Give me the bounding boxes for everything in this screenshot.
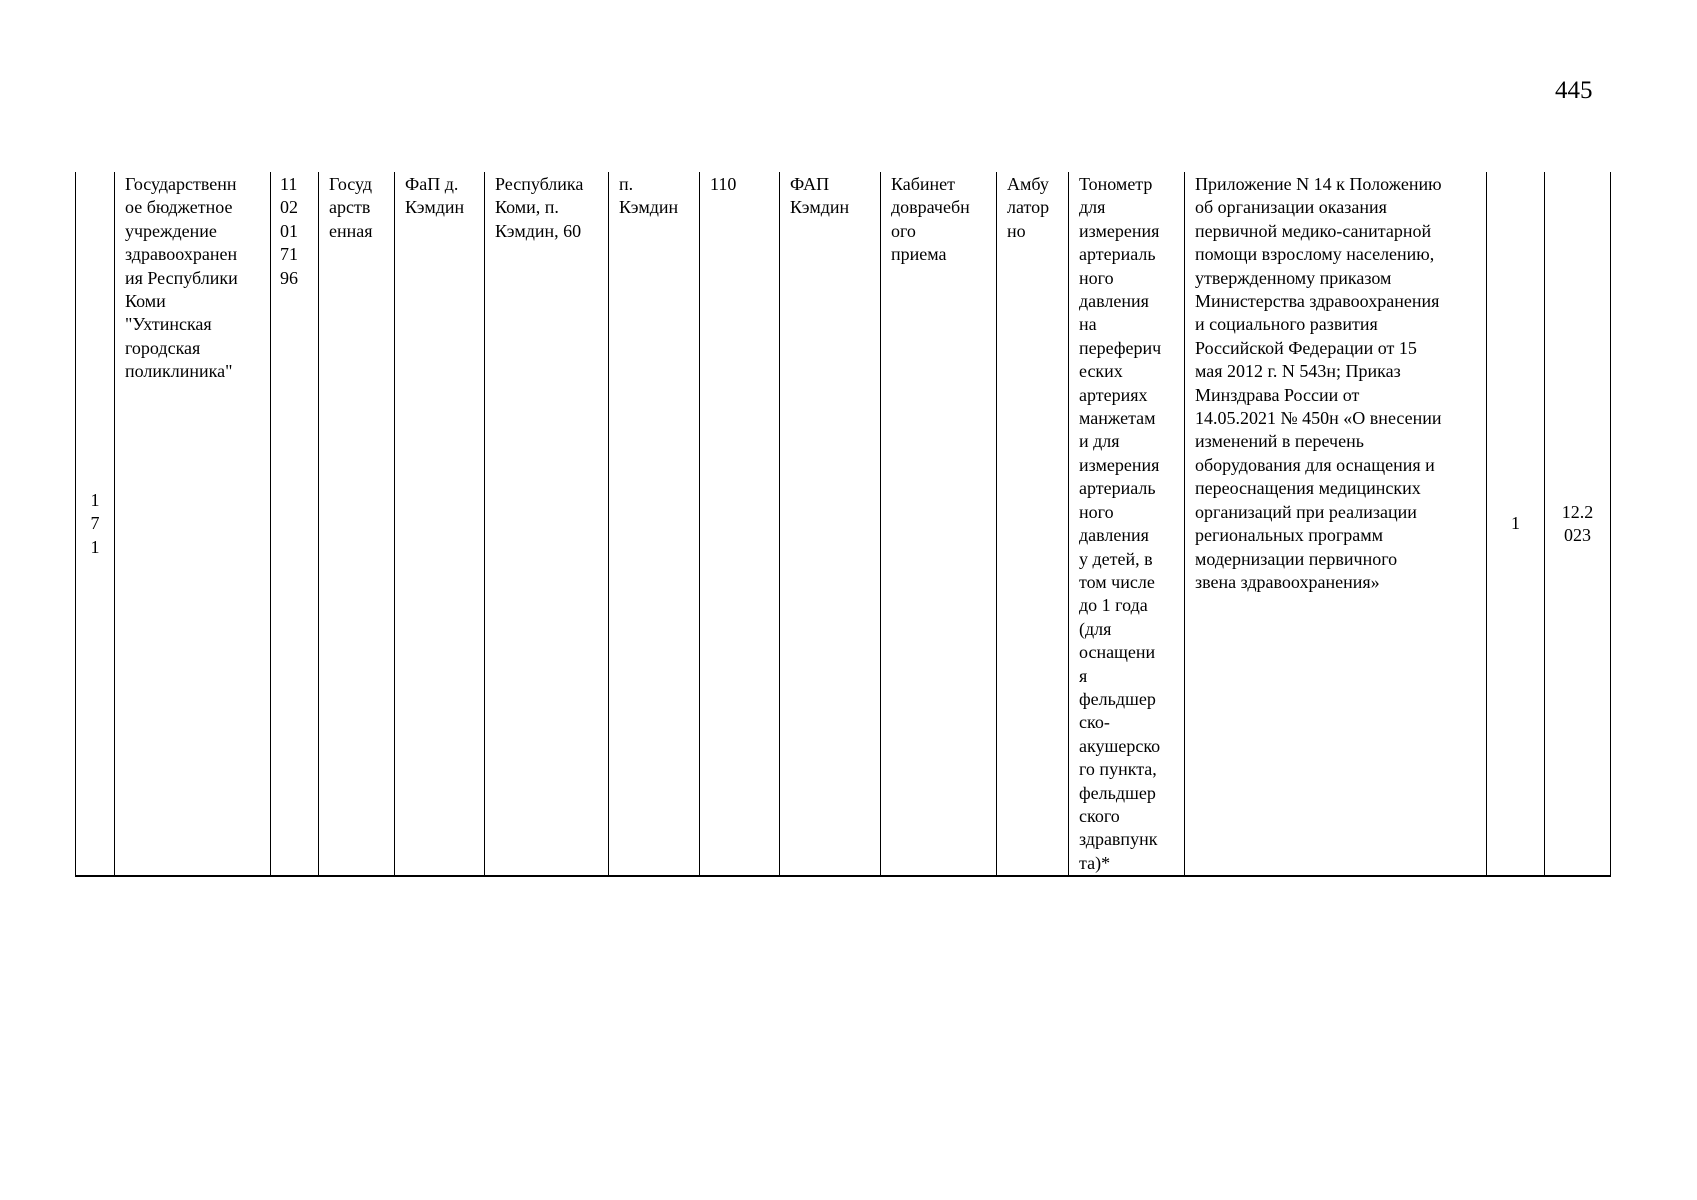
row-number-cell: 1 7 1 [76, 172, 115, 876]
room-cell: Кабинет доврачебн ого приема [881, 172, 997, 876]
facility-cell: ФАП Кэмдин [780, 172, 881, 876]
organization-cell: Государственн ое бюджетное учреждение здравоохранен ия Республики Коми "Ухтинская городская поликлиника" [115, 172, 271, 876]
quantity-cell: 1 [1487, 172, 1545, 876]
legal-basis-cell: Приложение N 14 к Положению об организации оказания первичной медико-санитарной помощи взрослому населению, утвержденному приказом Министерства здравоохранения и социального развития Российской Федерации от 15 мая 2012 г. N 543н; Приказ Минздрава России от 14.05.2021 № 450н «О внесении изменений в перечень оборудования для оснащения и переоснащения медицинских организаций при реализации региональных программ модернизации первичного звена здравоохранения» [1185, 172, 1487, 876]
table-row [76, 172, 1611, 876]
locality-code-cell: 110 [700, 172, 780, 876]
code-cell: 11 02 01 71 96 [271, 172, 319, 876]
date-cell: 12.2 023 [1545, 172, 1611, 876]
equipment-cell: Тонометр для измерения артериаль ного давления на переферич еских артериях манжетам и для измерения артериаль ного давления у детей, в том числе до 1 года (для оснащени я фельдшер ско- акушерско го пункта, фельдшер ского здравпунк та)* [1069, 172, 1185, 876]
ownership-cell: Госуд арств енная [319, 172, 395, 876]
page-number: 445 [1555, 77, 1593, 104]
unit-cell: ФаП д. Кэмдин [395, 172, 485, 876]
address-cell: Республика Коми, п. Кэмдин, 60 [485, 172, 609, 876]
locality-cell: п. Кэмдин [609, 172, 700, 876]
care-type-cell: Амбу латор но [997, 172, 1069, 876]
equipment-table [75, 172, 1611, 877]
